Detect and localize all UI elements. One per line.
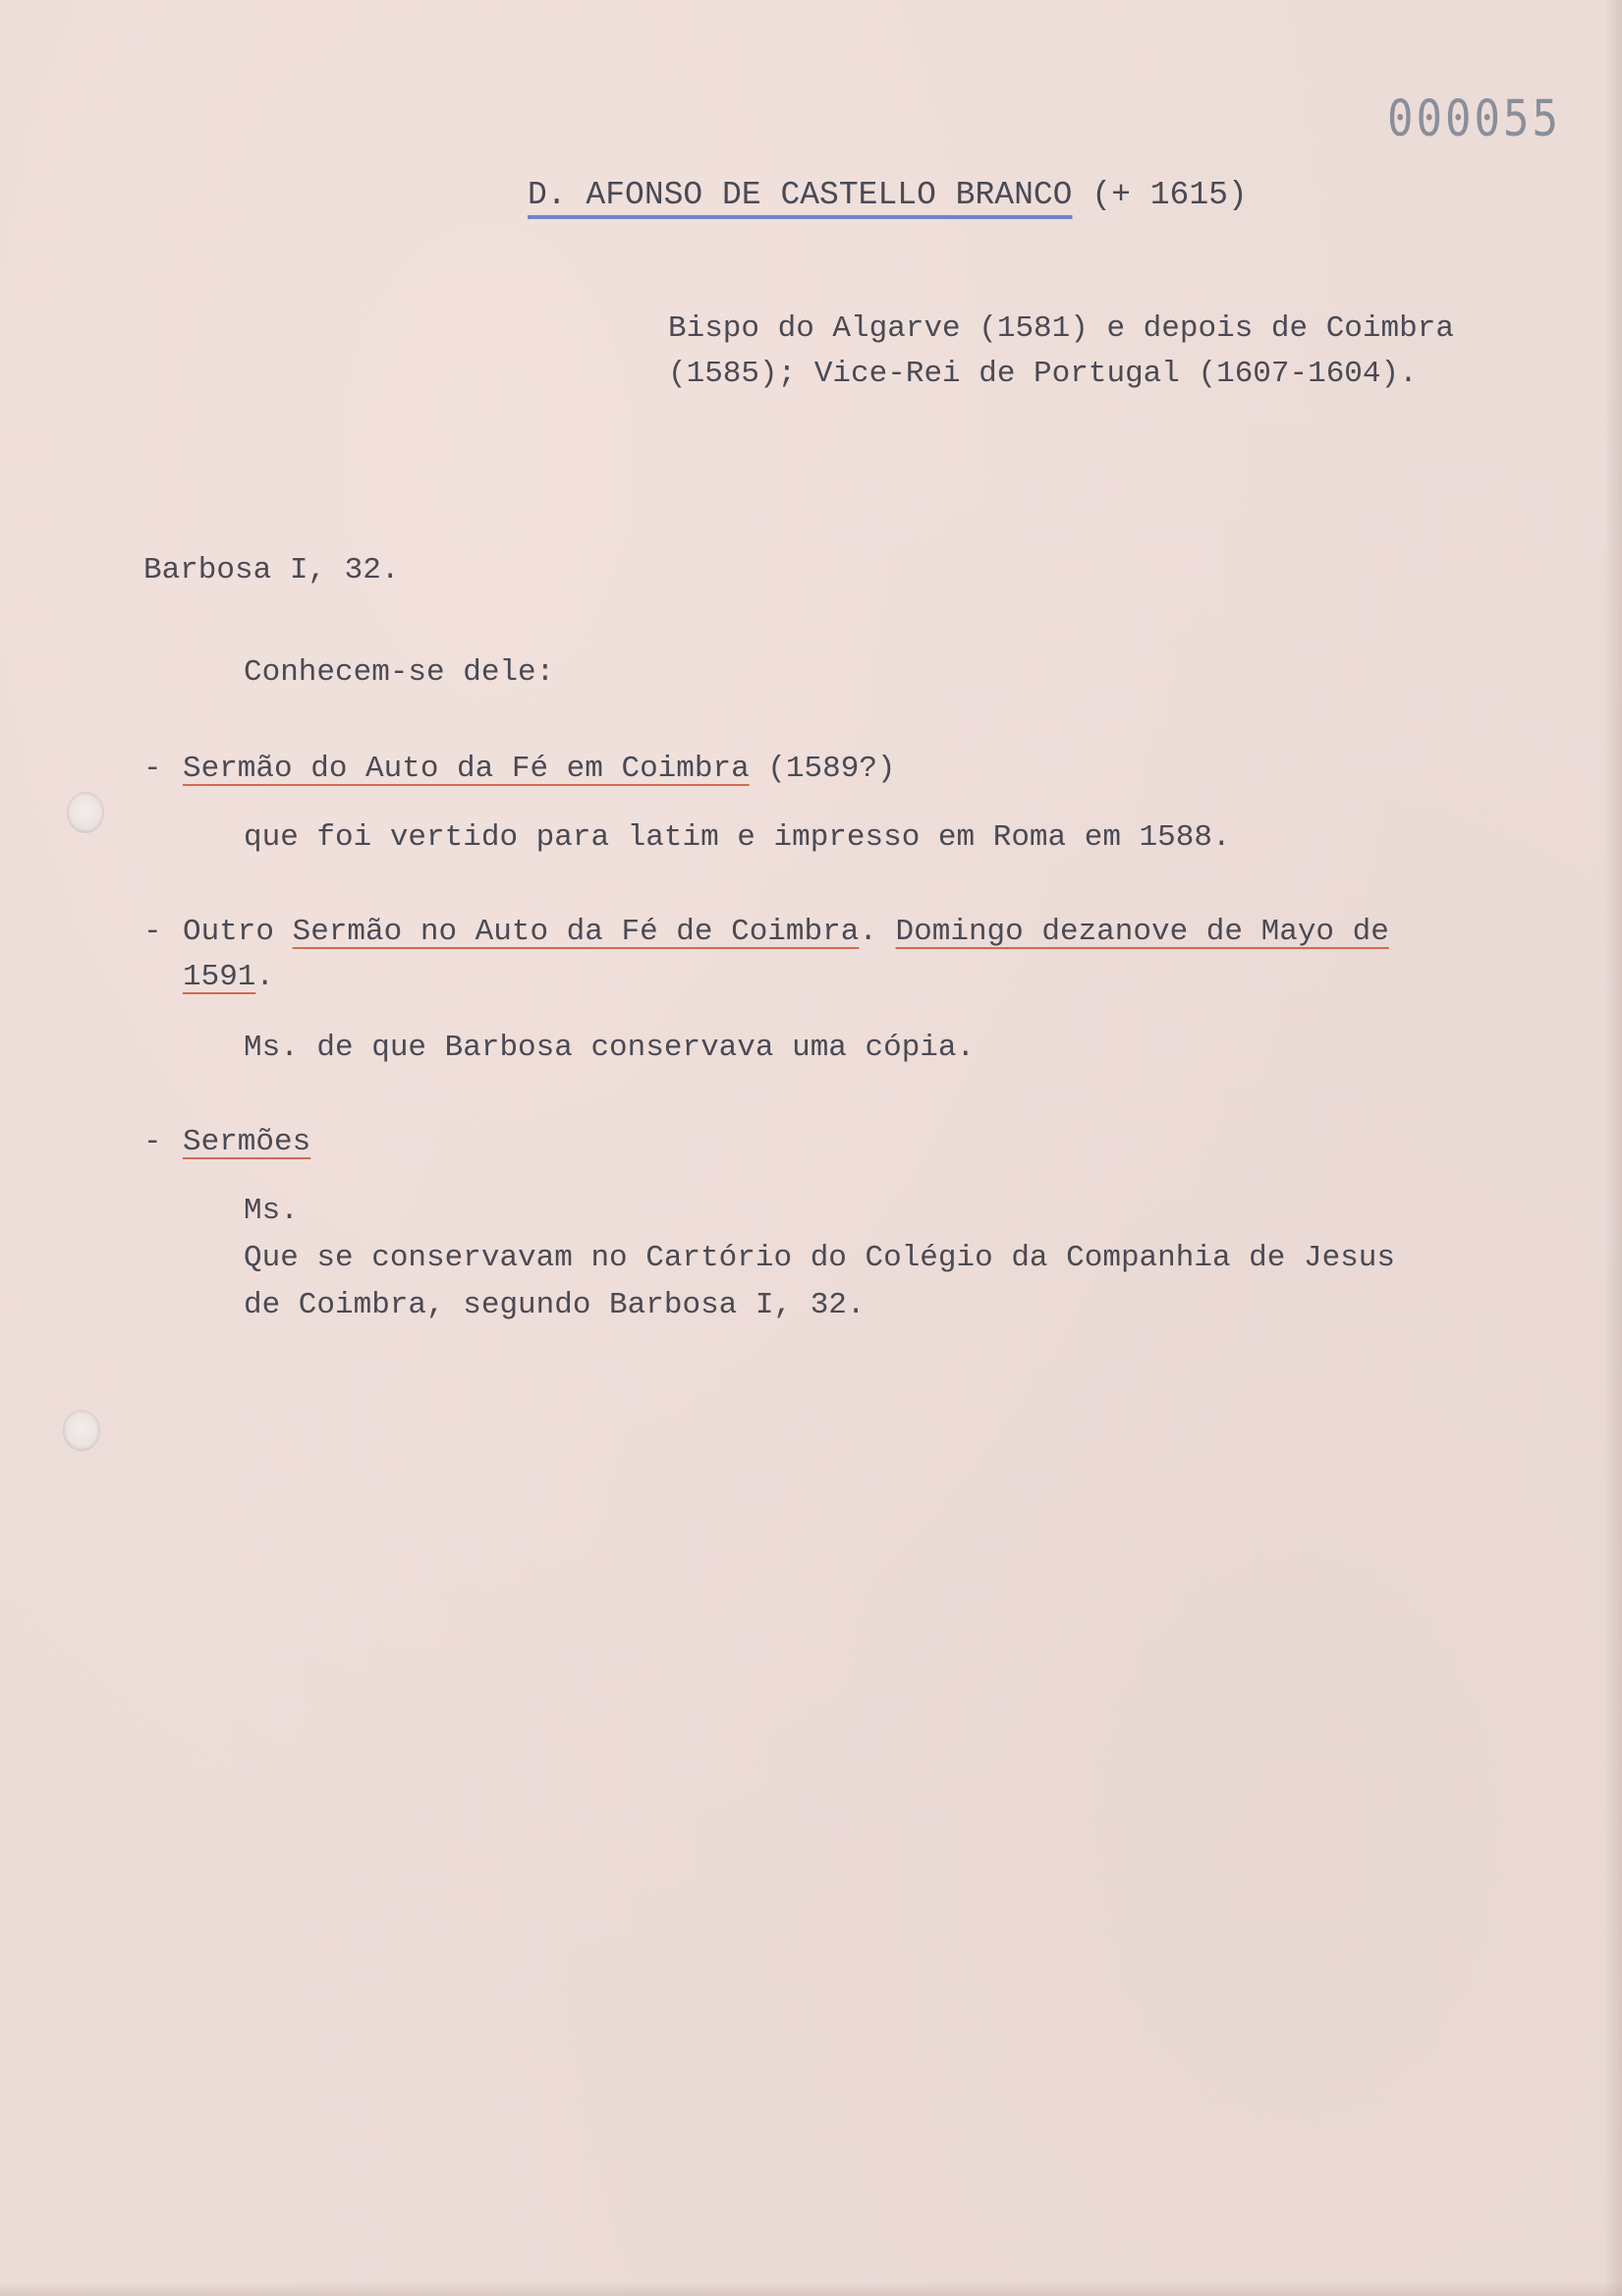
item-3-title: Sermões	[183, 1125, 311, 1159]
item-3-note-line-2: Que se conservavam no Cartório do Colégio da Companhia de Jesus	[244, 1241, 1395, 1275]
item-2-title-b: Domingo dezanove de Mayo de	[895, 915, 1389, 949]
punch-hole-top	[67, 792, 104, 833]
item-1-note: que foi vertido para latim e impresso em Roma em 1588.	[244, 820, 1231, 855]
list-dash: -	[143, 752, 162, 786]
page-title	[528, 177, 1248, 213]
item-2-note: Ms. de que Barbosa conservava uma cópia.	[244, 1031, 976, 1065]
item-1-title: Sermão do Auto da Fé em Coimbra	[183, 752, 750, 786]
punch-hole-bottom	[63, 1410, 100, 1451]
item-2-separator: .	[859, 915, 896, 949]
item-2-prefix: Outro	[183, 915, 293, 949]
intro-line: Conhecem-se dele:	[244, 655, 555, 690]
item-2-period: .	[255, 960, 275, 994]
reference-line: Barbosa I, 32.	[143, 553, 400, 588]
title-name: D. AFONSO DE CASTELLO BRANCO	[528, 177, 1073, 213]
item-2-title-a: Sermão no Auto da Fé de Coimbra	[292, 915, 860, 949]
item-1-date: (1589?)	[749, 752, 896, 786]
item-3-note-line-1: Ms.	[244, 1194, 299, 1228]
list-dash: -	[143, 915, 162, 949]
title-date: (+ 1615)	[1072, 177, 1248, 213]
list-item-3	[143, 1120, 310, 1165]
list-dash: -	[143, 1125, 162, 1159]
page-edge-shadow	[1604, 0, 1622, 2296]
subtitle-line-1: Bispo do Algarve (1581) e depois de Coimbra	[668, 311, 1454, 346]
subtitle-line-2: (1585); Vice-Rei de Portugal (1607-1604).	[668, 357, 1418, 391]
item-2-title-c: 1591	[183, 960, 256, 994]
page-bottom-edge	[0, 2282, 1622, 2296]
archive-stamp-number: 000055	[1387, 90, 1561, 148]
item-3-note-line-3: de Coimbra, segundo Barbosa I, 32.	[244, 1288, 866, 1322]
list-item-2	[143, 910, 1389, 955]
list-item-2-continuation	[183, 955, 274, 1000]
list-item-1	[143, 747, 896, 792]
